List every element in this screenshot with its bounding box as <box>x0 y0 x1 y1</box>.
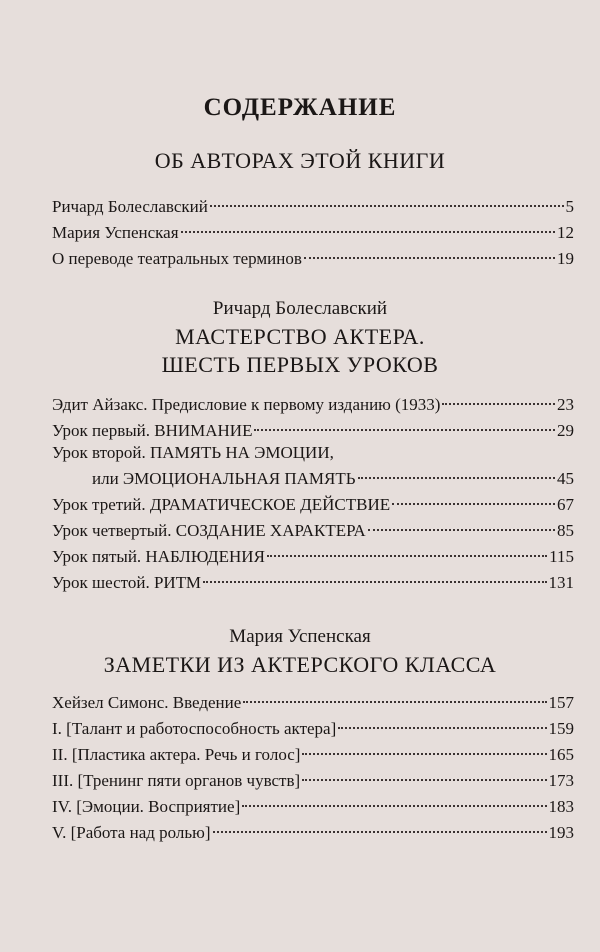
dot-leader <box>243 701 546 703</box>
toc-entry[interactable] <box>52 194 574 220</box>
entry-title: или ЭМОЦИОНАЛЬНАЯ ПАМЯТЬ <box>92 469 356 488</box>
dot-leader <box>242 805 546 807</box>
dot-leader <box>304 257 555 259</box>
entry-title: III. [Тренинг пяти органов чувств] <box>52 771 301 790</box>
toc-entry[interactable] <box>52 820 574 846</box>
dot-leader <box>267 555 547 557</box>
dot-leader <box>302 779 546 781</box>
entry-page: 19 <box>557 249 574 268</box>
entry-page: 131 <box>548 573 574 592</box>
entry-title: Урок шестой. РИТМ <box>52 573 201 592</box>
entry-title: Мария Успенская <box>52 223 179 242</box>
entry-title: Хейзел Симонс. Введение <box>52 693 242 712</box>
entry-title: II. [Пластика актера. Речь и голос] <box>52 745 301 764</box>
toc-entry[interactable] <box>52 768 574 794</box>
entry-page: 45 <box>557 469 574 488</box>
dot-leader <box>210 205 564 207</box>
dot-leader <box>368 529 555 531</box>
entry-page: 23 <box>557 395 574 414</box>
entry-page: 183 <box>548 797 574 816</box>
toc-entry[interactable] <box>52 690 574 716</box>
toc-entry[interactable] <box>52 518 574 544</box>
page-title: СОДЕРЖАНИЕ <box>203 94 397 121</box>
dot-leader <box>358 477 555 479</box>
toc-entry[interactable] <box>52 392 574 418</box>
entry-page: 157 <box>548 693 574 712</box>
entry-page: 12 <box>557 223 574 242</box>
entry-title: Ричард Болеславский <box>52 197 208 216</box>
entry-title: Урок четвертый. СОЗДАНИЕ ХАРАКТЕРА <box>52 521 366 540</box>
entry-page: 85 <box>557 521 574 540</box>
part2-author: Мария Успенская <box>229 626 371 647</box>
toc-entry[interactable] <box>52 570 574 596</box>
part1-author: Ричард Болеславский <box>212 298 388 319</box>
entry-title: Урок пятый. НАБЛЮДЕНИЯ <box>52 547 265 566</box>
part1-title-line2: ШЕСТЬ ПЕРВЫХ УРОКОВ <box>161 352 439 377</box>
entry-page: 67 <box>557 495 574 514</box>
toc-entry[interactable] <box>52 794 574 820</box>
entry-page: 193 <box>548 823 574 842</box>
part1-title-line1: МАСТЕРСТВО АКТЕРА. <box>175 324 425 349</box>
entry-page: 173 <box>548 771 574 790</box>
dot-leader <box>181 231 555 233</box>
toc-entry-first-line[interactable]: Урок второй. ПАМЯТЬ НА ЭМОЦИИ, <box>52 443 334 462</box>
intro-section-title: ОБ АВТОРАХ ЭТОЙ КНИГИ <box>154 148 446 173</box>
entry-title: V. [Работа над ролью] <box>52 823 211 842</box>
toc-entry[interactable] <box>52 544 574 570</box>
toc-entry[interactable] <box>52 246 574 272</box>
entry-page: 29 <box>557 421 574 440</box>
entry-title: IV. [Эмоции. Восприятие] <box>52 797 241 816</box>
entry-title: Урок третий. ДРАМАТИЧЕСКОЕ ДЕЙСТВИЕ <box>52 495 391 514</box>
toc-entry[interactable] <box>52 716 574 742</box>
toc-entry[interactable] <box>52 220 574 246</box>
entry-page: 115 <box>549 547 574 566</box>
entry-title: Урок первый. ВНИМАНИЕ <box>52 421 253 440</box>
toc-entry[interactable] <box>52 492 574 518</box>
entry-title: Эдит Айзакс. Предисловие к первому изданию (1933) <box>52 395 441 414</box>
entry-page: 165 <box>548 745 574 764</box>
dot-leader <box>442 403 555 405</box>
part2-title: ЗАМЕТКИ ИЗ АКТЕРСКОГО КЛАССА <box>103 652 497 677</box>
dot-leader <box>338 727 546 729</box>
entry-page: 159 <box>548 719 574 738</box>
entry-title: О переводе театральных терминов <box>52 249 302 268</box>
dot-leader <box>213 831 547 833</box>
dot-leader <box>302 753 546 755</box>
dot-leader <box>203 581 547 583</box>
entry-page: 5 <box>565 197 574 216</box>
entry-title: I. [Талант и работоспособность актера] <box>52 719 337 738</box>
toc-entry[interactable] <box>52 742 574 768</box>
toc-entry-continuation[interactable] <box>92 466 574 492</box>
dot-leader <box>392 503 555 505</box>
dot-leader <box>254 429 555 431</box>
